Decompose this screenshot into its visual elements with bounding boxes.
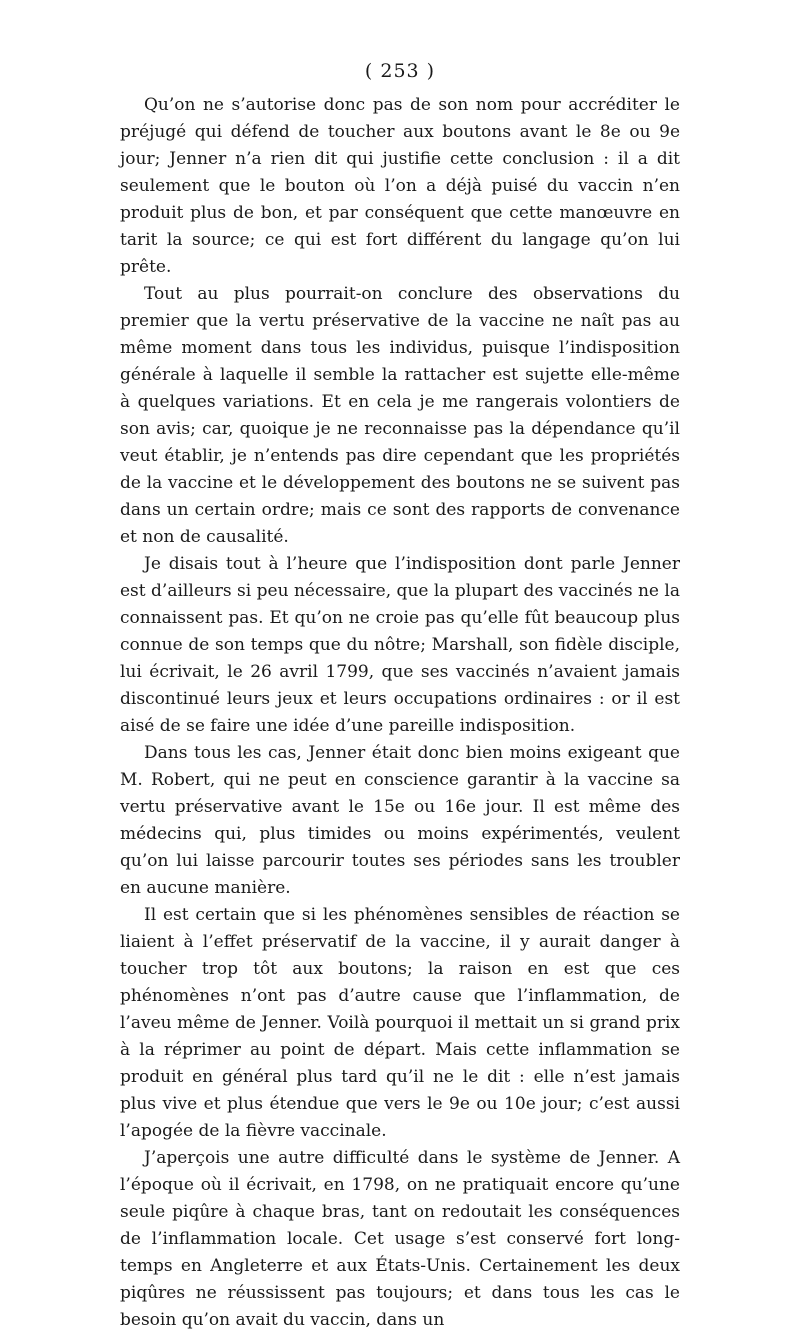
paragraph-5: Il est certain que si les phénomènes sensibles de réaction se liaient à l’effet préservatif de la vaccine, il y aurait danger à toucher trop tôt aux boutons; la raison en est que ces phénomènes n’ont pas d’autre cause que l’inflammation, de l’aveu même de Jenner. Voilà pourquoi il mettait un si grand prix à la réprimer au point de départ. Mais cette inflammation se produit en général plus tard qu’il ne le dit : elle n’est jamais plus vive et plus étendue que vers le 9e ou 10e jour; c’est aussi l’apogée de la fièvre vaccinale.: [120, 905, 680, 1141]
paragraph-1: Qu’on ne s’autorise donc pas de son nom pour accréditer le préjugé qui défend de toucher aux boutons avant le 8e ou 9e jour; Jenner n’a rien dit qui justifie cette conclusion : il a dit seulement que le bouton où l’on a déjà puisé du vaccin n’en produit plus de bon, et par conséquent que cette manœuvre en tarit la source; ce qui est fort différent du langage qu’on lui prête.: [120, 95, 680, 277]
paragraph-4: Dans tous les cas, Jenner était donc bien moins exigeant que M. Robert, qui ne peut en conscience garantir à la vaccine sa vertu préservative avant le 15e ou 16e jour. Il est même des médecins qui, plus timides ou moins expérimentés, veulent qu’on lui laisse parcourir toutes ses périodes sans les troubler en aucune manière.: [120, 743, 680, 898]
paragraph-6: J’aperçois une autre difficulté dans le système de Jenner. A l’époque où il écrivait, en 1798, on ne pratiquait encore qu’une seule piqûre à chaque bras, tant on redoutait les conséquences de l’inflammation locale. Cet usage s’est conservé fort long-temps en Angleterre et aux États-Unis. Certainement les deux piqûres ne réussissent pas toujours; et dans tous les cas le besoin qu’on avait du vaccin, dans un: [120, 1148, 680, 1330]
body-text: [120, 92, 680, 1334]
paragraph-3: Je disais tout à l’heure que l’indisposition dont parle Jenner est d’ailleurs si peu nécessaire, que la plupart des vaccinés ne la connaissent pas. Et qu’on ne croie pas qu’elle fût beaucoup plus connue de son temps que du nôtre; Marshall, son fidèle disciple, lui écrivait, le 26 avril 1799, que ses vaccinés n’avaient jamais discontinué leurs jeux et leurs occupations ordinaires : or il est aisé de se faire une idée d’une pareille indisposition.: [120, 554, 680, 736]
page-number: ( 253 ): [364, 60, 436, 82]
paragraph-2: Tout au plus pourrait-on conclure des observations du premier que la vertu préservative de la vaccine ne naît pas au même moment dans tous les individus, puisque l’indisposition générale à laquelle il semble la rattacher est sujette elle-même à quelques variations. Et en cela je me rangerais volontiers de son avis; car, quoique je ne reconnaisse pas la dépendance qu’il veut établir, je n’entends pas dire cependant que les propriétés de la vaccine et le développement des boutons ne se suivent pas dans un certain ordre; mais ce sont des rapports de convenance et non de causalité.: [120, 284, 680, 547]
